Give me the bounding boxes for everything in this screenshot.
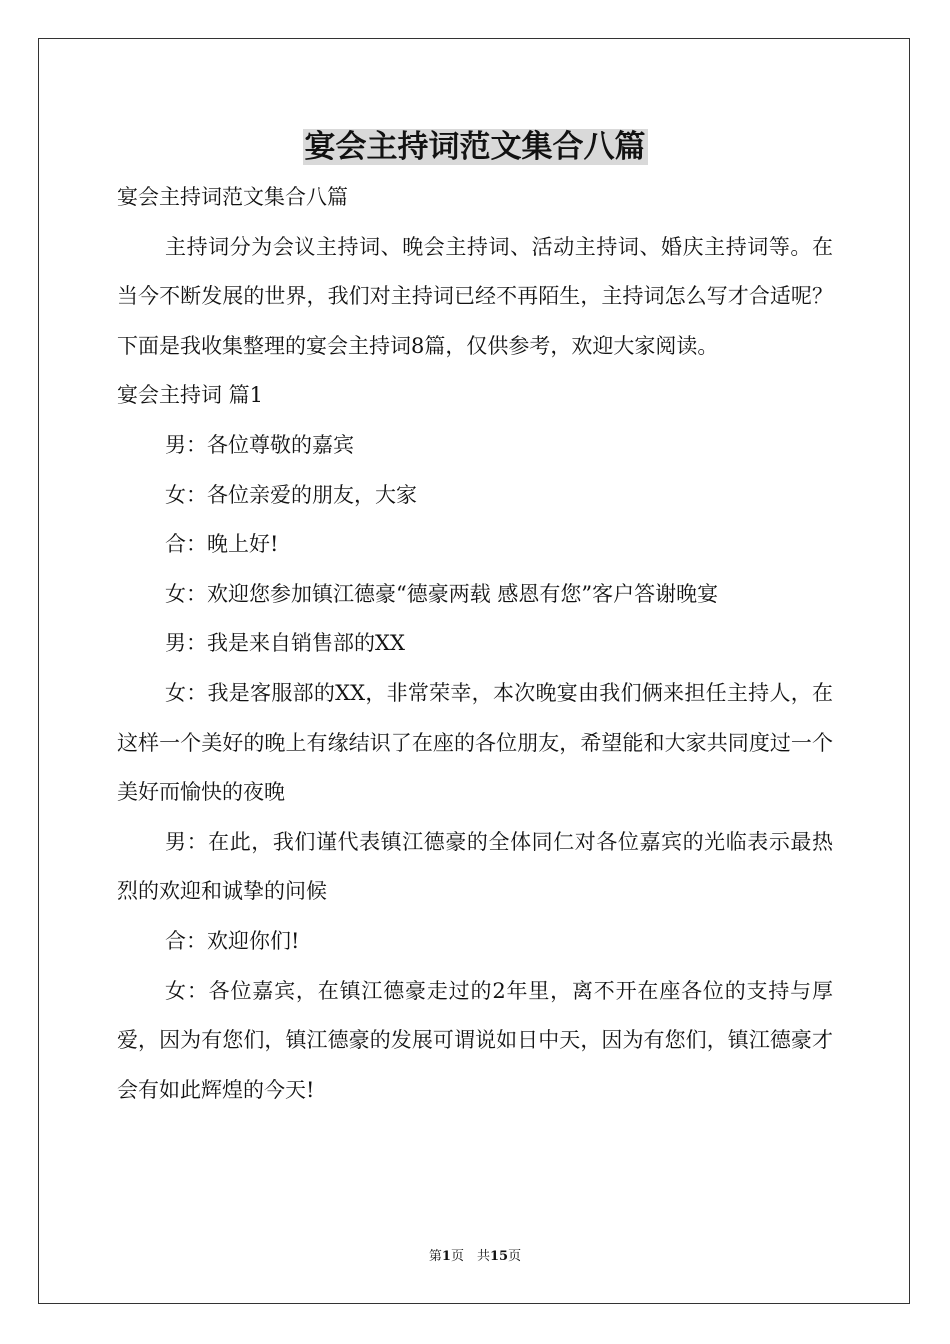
document-body bbox=[117, 173, 833, 1115]
paragraph-5: 合：晚上好! bbox=[165, 532, 279, 557]
paragraph-10: 合：欢迎你们! bbox=[165, 928, 300, 953]
footer-total-pages: 15 bbox=[489, 1249, 509, 1264]
document-title-text: 宴会主持词范文集合八篇 bbox=[304, 129, 646, 165]
paragraph-9: 男：在此，我们谨代表镇江德豪的全体同仁对各位嘉宾的光临表示最热烈的欢迎和诚挚的问候 bbox=[117, 829, 833, 904]
document-title bbox=[0, 124, 950, 170]
paragraph-4: 女：各位亲爱的朋友，大家 bbox=[165, 482, 417, 507]
paragraph-3: 男：各位尊敬的嘉宾 bbox=[165, 432, 354, 457]
paragraph-6: 女：欢迎您参加镇江德豪“德豪两载 感恩有您”客户答谢晚宴 bbox=[165, 581, 719, 606]
section-heading: 宴会主持词 篇1 bbox=[117, 383, 264, 408]
paragraph-11: 女：各位嘉宾，在镇江德豪走过的2年里，离不开在座各位的支持与厚爱，因为有您们，镇江德豪的发展可谓说如日中天，因为有您们，镇江德豪才会有如此辉煌的今天! bbox=[117, 978, 833, 1102]
footer-mid: 页 共 bbox=[450, 1249, 490, 1264]
paragraph-8: 女：我是客服部的XX，非常荣幸，本次晚宴由我们俩来担任主持人，在这样一个美好的晚上有缘结识了在座的各位朋友，希望能和大家共同度过一个美好而愉快的夜晚 bbox=[117, 680, 833, 805]
footer-suffix: 页 bbox=[508, 1249, 522, 1264]
paragraph-0: 宴会主持词范文集合八篇 bbox=[117, 185, 348, 209]
paragraph-7: 男：我是来自销售部的XX bbox=[165, 631, 405, 656]
footer-prefix: 第 bbox=[428, 1249, 442, 1264]
page-footer bbox=[0, 1247, 950, 1267]
footer-current-page: 1 bbox=[441, 1249, 451, 1264]
paragraph-1: 主持词分为会议主持词、晚会主持词、活动主持词、婚庆主持词等。在当今不断发展的世界，我们对主持词已经不再陌生，主持词怎么写才合适呢？下面是我收集整理的宴会主持词8篇，仅供参考，欢迎大家阅读。 bbox=[117, 234, 833, 358]
